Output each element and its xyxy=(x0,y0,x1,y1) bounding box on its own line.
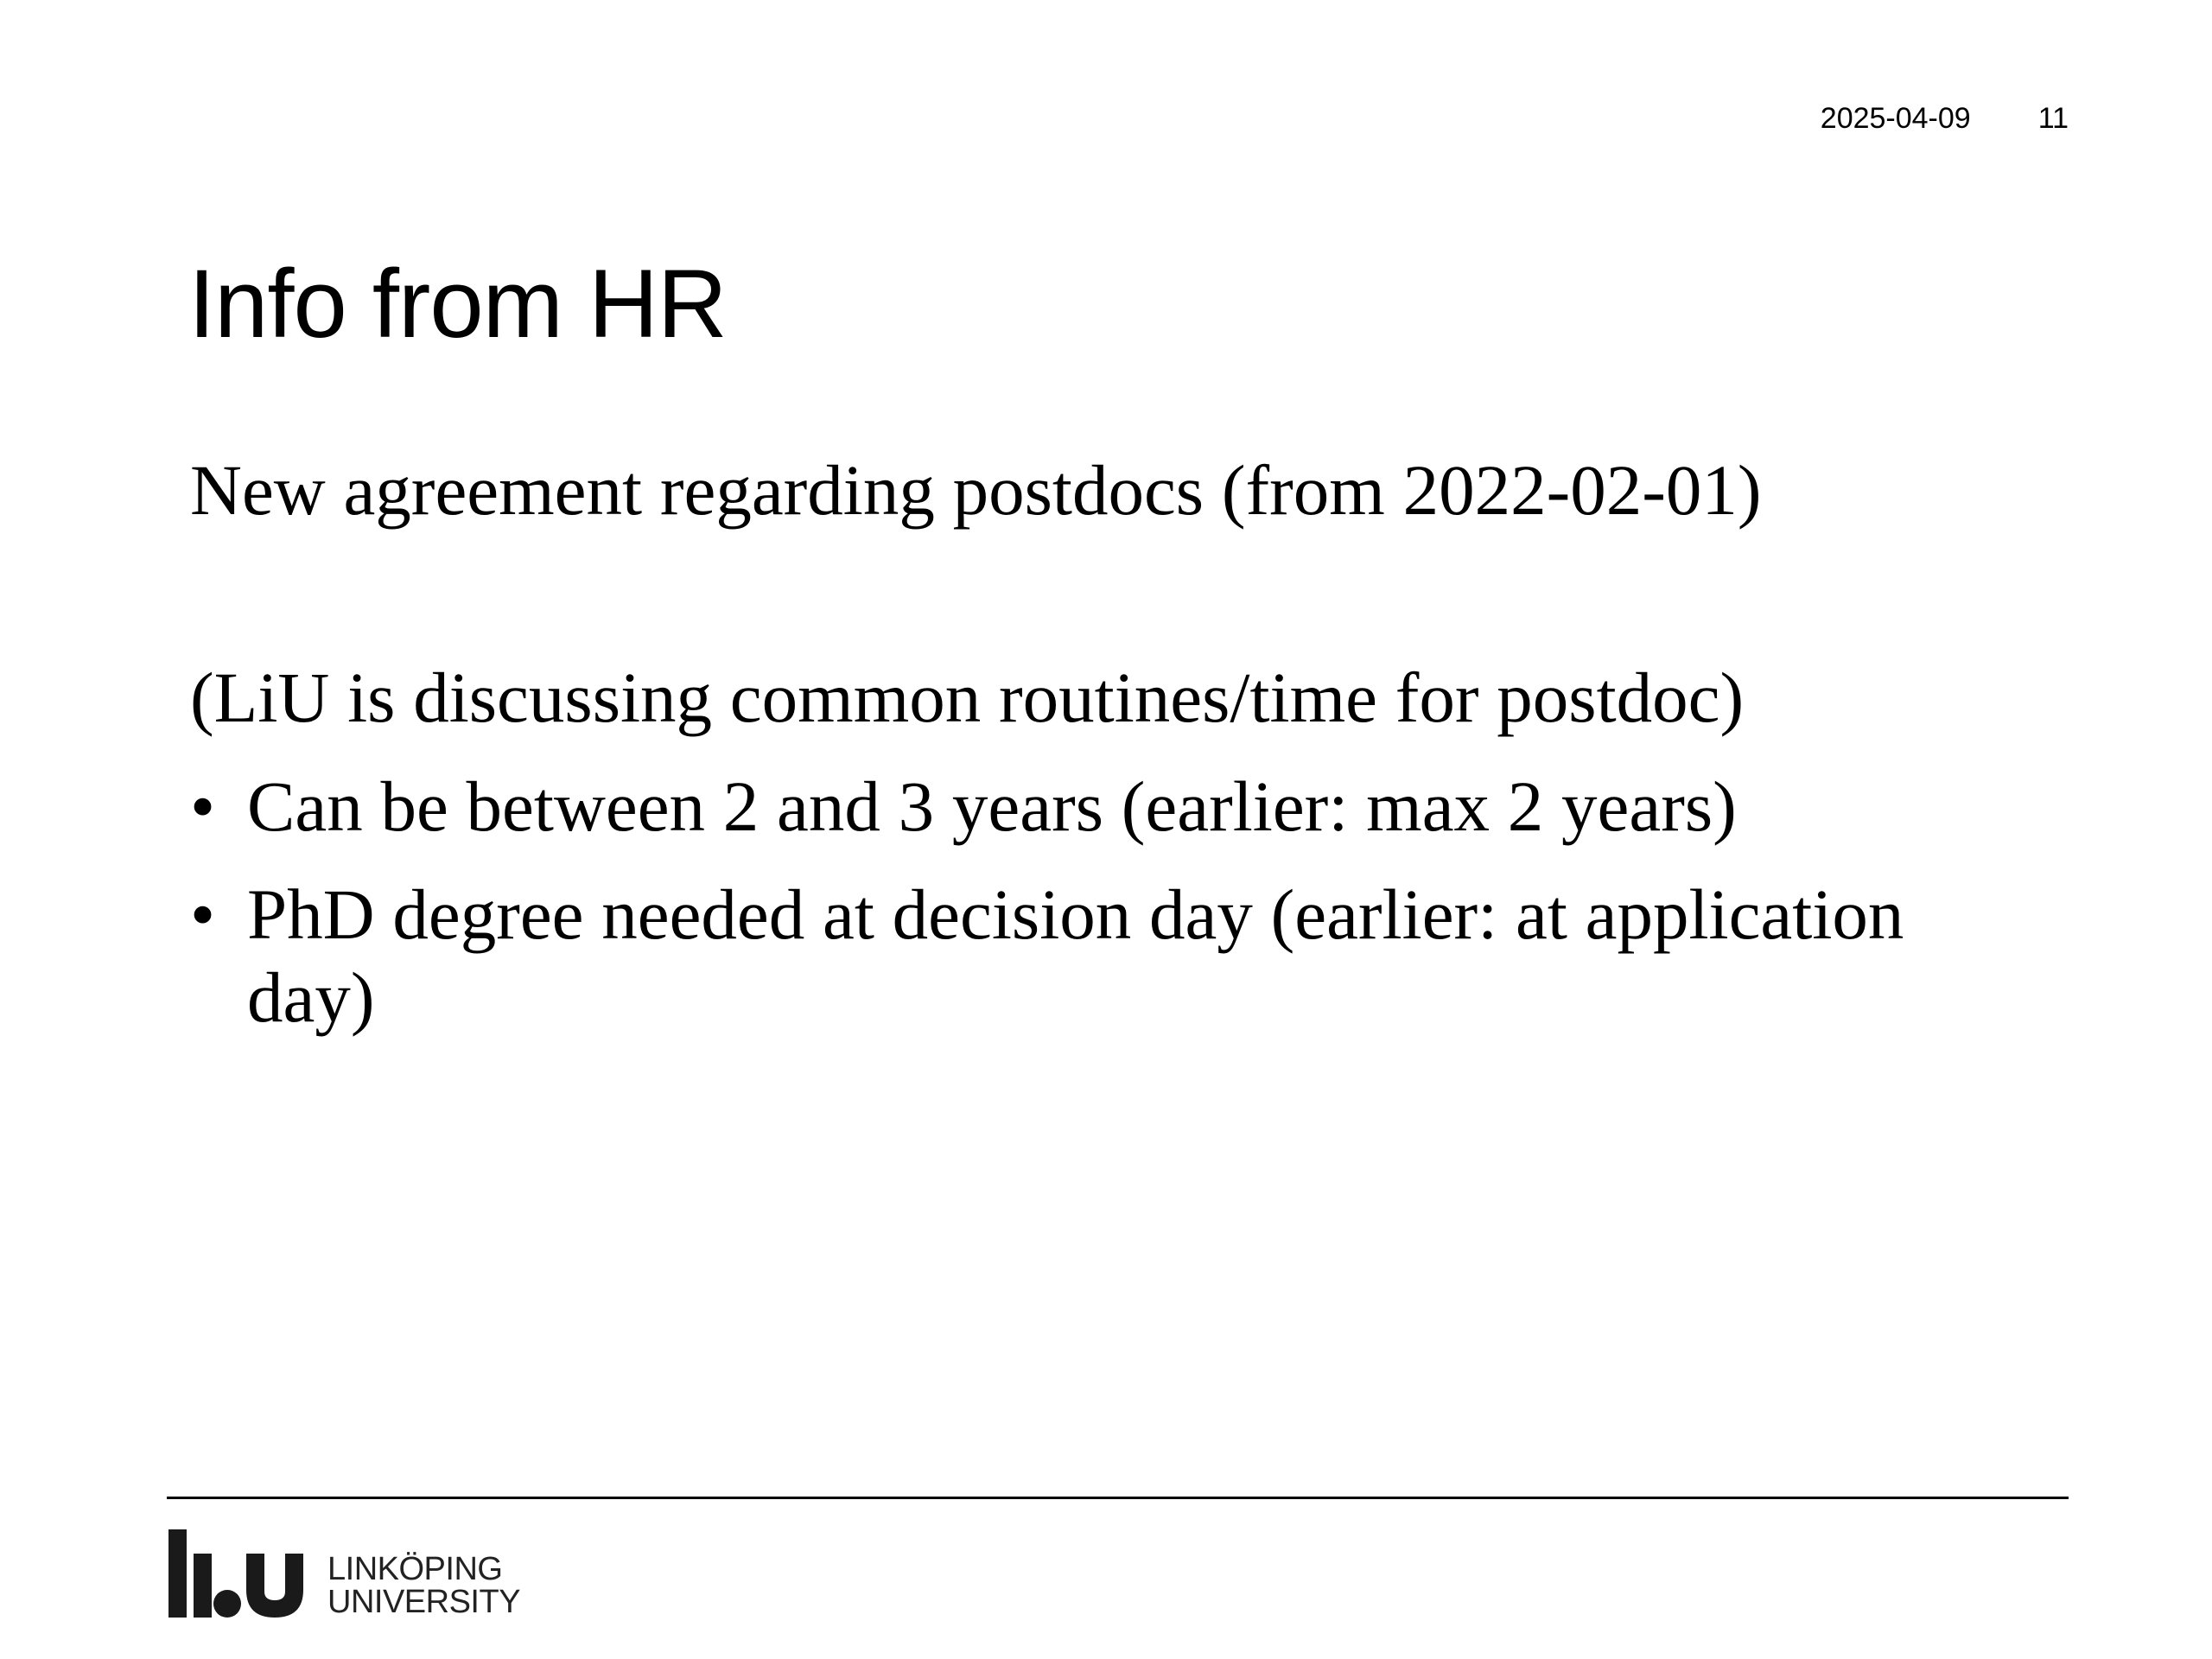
logo-line-1: LINKÖPING xyxy=(327,1550,503,1587)
slide-header-meta xyxy=(1821,102,2069,136)
bullet-icon: • xyxy=(190,874,216,955)
note-text: (LiU is discussing common routines/time for postdoc) xyxy=(190,658,1745,738)
liu-logo-icon xyxy=(167,1529,315,1619)
bullet-text: PhD degree needed at decision day (earlier: at application day) xyxy=(247,874,1904,1037)
bullet-list xyxy=(190,766,2074,1039)
slide-page-number: 11 xyxy=(2037,102,2069,135)
bullet-text: Can be between 2 and 3 years (earlier: max 2 years) xyxy=(247,766,1737,846)
slide-title: Info from HR xyxy=(188,250,727,358)
bullet-icon: • xyxy=(190,766,216,846)
bullet-item xyxy=(190,766,1958,848)
bullet-item xyxy=(190,874,1958,1039)
university-logo xyxy=(167,1529,520,1619)
slide-date: 2025-04-09 xyxy=(1820,102,1971,135)
footer-divider xyxy=(167,1497,2069,1499)
logo-line-2: UNIVERSITY xyxy=(327,1584,521,1621)
logo-wordmark xyxy=(327,1550,521,1621)
intro-text: New agreement regarding postdocs (from 2022-02-01) xyxy=(190,450,1762,530)
slide-content xyxy=(190,449,2074,1065)
